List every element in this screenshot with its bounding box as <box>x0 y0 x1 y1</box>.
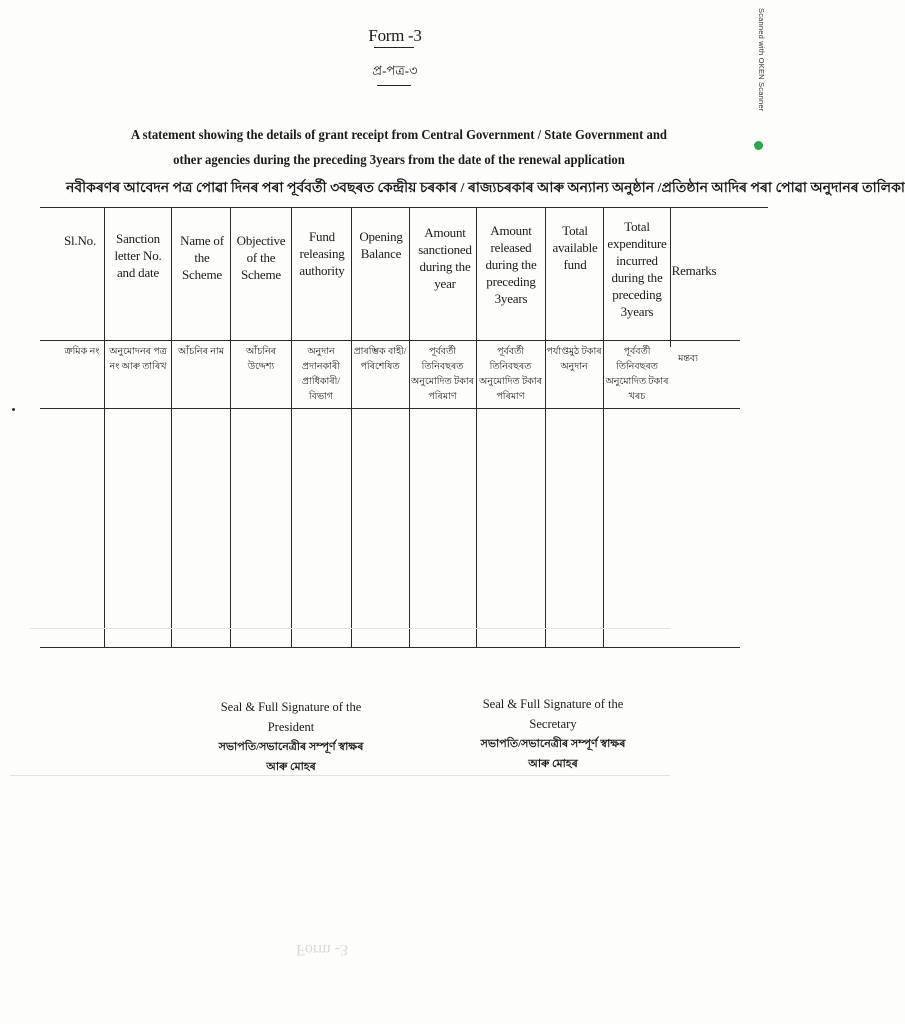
header-amount-sanctioned: Amount sanctioned during the year <box>418 225 472 291</box>
col-divider <box>351 207 352 647</box>
header-bn-fund-authority: অনুদান প্রদানকাৰী প্রাধিকাৰী/বিভাগ <box>302 347 340 402</box>
president-signature-label: Seal & Full Signature of the President <box>220 700 362 734</box>
form-number-bn-underline <box>377 85 411 86</box>
secretary-signature-label-bn: সভাপতি/সভানেত্রীৰ সম্পূর্ণ স্বাক্ষৰ <box>480 738 626 750</box>
col-divider <box>476 207 477 647</box>
header-amount-released: Amount released during the preceding 3years <box>485 223 537 306</box>
header-bn-scheme-name: আঁচনিৰ নাম <box>177 347 225 357</box>
col-divider <box>171 207 172 647</box>
col-divider <box>291 207 292 647</box>
header-total-available-fund: Total available fund <box>552 223 598 272</box>
form-number-bn: প্র-পত্র-৩ <box>372 63 418 78</box>
header-bn-amount-released: পূর্ববর্তী তিনিবছৰত অনুমোদিত টকাৰ পৰিমাণ <box>479 347 542 402</box>
header-bn-remarks: মন্তব্য <box>678 354 698 364</box>
secretary-seal-label-bn: আৰু মোহৰ <box>528 758 578 770</box>
table-top-border <box>40 207 768 208</box>
table-bottom-border <box>40 647 740 648</box>
secretary-signature-label: Seal & Full Signature of the Secretary <box>482 697 624 731</box>
form-number-underline <box>374 47 414 48</box>
header-opening-balance: Opening Balance <box>359 229 403 261</box>
header-scheme-objective: Objective of the Scheme <box>236 233 286 282</box>
header-bn-scheme-objective: আঁচনিৰ উদ্দেশ্য <box>246 347 276 372</box>
secretary-signature-block <box>468 694 638 774</box>
table-subheader-divider <box>40 408 740 409</box>
form-number: Form -3 <box>368 26 422 45</box>
header-bn-opening-balance: প্রাৰম্ভিক বাহী/ পৰিশেষিত <box>353 347 407 372</box>
table-header-divider <box>40 340 740 341</box>
header-scheme-name: Name of the Scheme <box>180 233 224 282</box>
header-sl-no: Sl.No. <box>63 233 97 248</box>
scanner-watermark: Scanned with OKEN Scanner <box>757 8 766 112</box>
col-divider <box>409 207 410 647</box>
header-bn-total-expenditure: পূর্ববর্তী তিনিবছৰত অনুমোদিত টকাৰ খৰচ <box>605 347 669 402</box>
president-signature-label-bn: সভাপতি/সভানেত্রীৰ সম্পূর্ণ স্বাক্ষৰ <box>218 741 364 753</box>
president-seal-label-bn: আৰু মোহৰ <box>266 761 316 773</box>
statement-title-bn: নবীকৰণৰ আবেদন পত্র পোৱা দিনৰ পৰা পূর্ববর্তী ৩বছৰত কেন্দ্রীয় চৰকাৰ / ৰাজ্যচৰকাৰ আৰু অন্যান্য অনুষ্ঠান /প্রতিষ্ঠান আদিৰ পৰা পোৱা অনুদানৰ তালিকা <box>66 181 905 196</box>
header-bn-sanction-letter: অনুমোদনৰ পত্র নং আৰু তাৰিখ <box>109 347 167 372</box>
scanner-logo-icon <box>754 141 763 150</box>
header-bn-sl-no: ক্রমিক নং <box>64 347 100 357</box>
header-bn-amount-sanctioned: পূর্ববর্তী তিনিবছৰত অনুমোদিত টকাৰ পৰিমাণ <box>411 347 474 402</box>
header-bn-total-available-fund: পর্যাপ্তমুঠ টকাৰ অনুদান <box>546 347 602 372</box>
col-divider <box>545 207 546 647</box>
header-fund-authority: Fund releasing authority <box>299 229 345 278</box>
bleed-through-line <box>30 628 670 629</box>
scan-speck <box>12 408 15 411</box>
header-total-expenditure: Total expenditure incurred during the preceding 3years <box>607 219 667 319</box>
president-signature-block <box>206 697 376 777</box>
header-remarks: Remarks <box>671 263 717 278</box>
statement-title: A statement showing the details of grant receipt from Central Government / State Government and other agencies during the preceding 3years from the date of the renewal application <box>131 127 667 167</box>
bleed-through-text: Form -3 <box>296 941 348 958</box>
header-sanction-letter: Sanction letter No. and date <box>114 231 162 280</box>
